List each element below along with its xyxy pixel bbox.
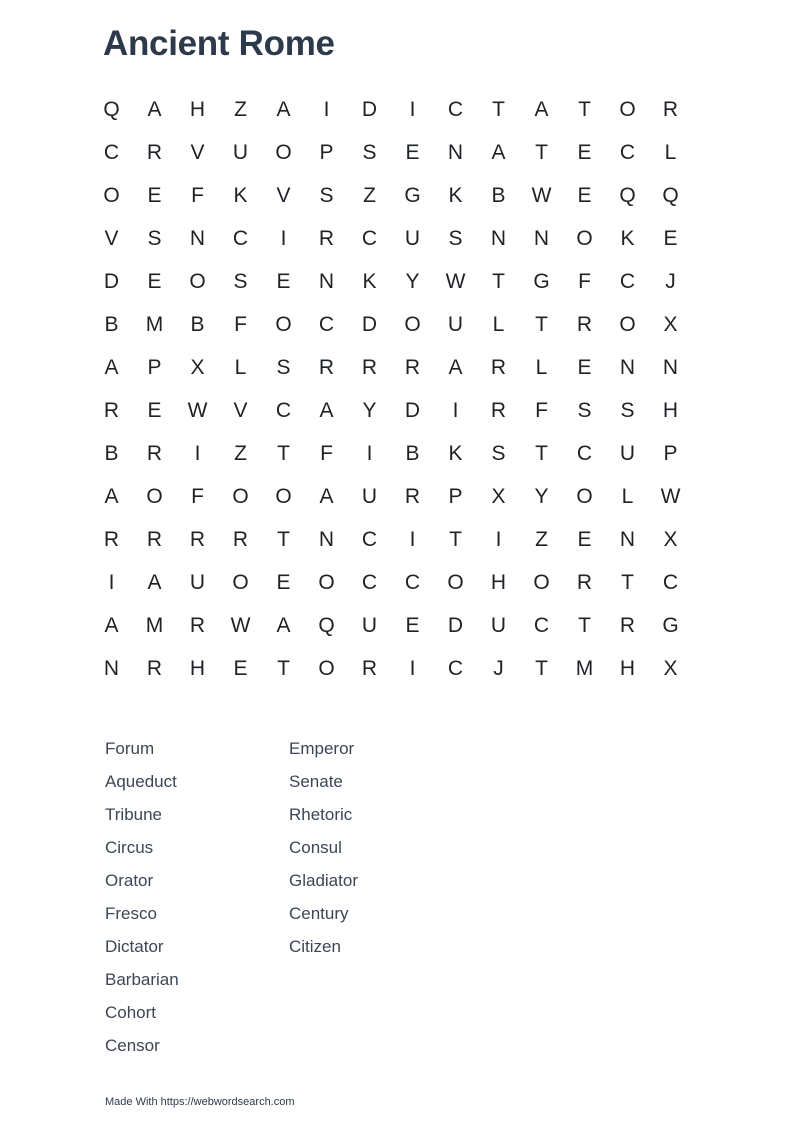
- grid-letter: M: [575, 657, 594, 680]
- grid-letter: U: [404, 227, 421, 250]
- grid-letter: R: [576, 313, 593, 336]
- grid-letter: R: [619, 614, 636, 637]
- word-list-item: Cohort: [105, 1003, 157, 1022]
- grid-letter: M: [145, 313, 164, 336]
- grid-letter: W: [230, 614, 251, 637]
- grid-letter: Z: [234, 98, 247, 121]
- grid-letter: C: [404, 571, 421, 594]
- grid-letter: P: [663, 442, 678, 465]
- grid-letter: O: [619, 313, 636, 336]
- grid-letter: D: [447, 614, 464, 637]
- grid-letter: R: [146, 528, 163, 551]
- word-list-item: Tribune: [105, 805, 163, 824]
- grid-letter: T: [492, 98, 505, 121]
- grid-letter: Y: [405, 270, 420, 293]
- grid-letter: U: [361, 485, 378, 508]
- word-list-column-2: [289, 736, 473, 1066]
- grid-letter: T: [277, 442, 290, 465]
- grid-letter: E: [276, 571, 291, 594]
- grid-letter: C: [275, 399, 292, 422]
- grid-letter: N: [662, 356, 679, 379]
- grid-letter: S: [319, 184, 334, 207]
- grid-letter: Q: [662, 184, 679, 207]
- grid-letter: A: [319, 399, 334, 422]
- grid-letter: O: [189, 270, 206, 293]
- grid-letter: P: [319, 141, 334, 164]
- grid-row: [90, 432, 692, 475]
- grid-letter: A: [104, 614, 119, 637]
- grid-letter: R: [576, 571, 593, 594]
- grid-letter: S: [491, 442, 506, 465]
- grid-letter: P: [147, 356, 162, 379]
- word-list-item: Orator: [105, 871, 154, 890]
- grid-row: [90, 217, 692, 260]
- grid-letter: D: [361, 98, 378, 121]
- grid-letter: K: [620, 227, 635, 250]
- word-list-item: Emperor: [289, 739, 355, 758]
- grid-letter: R: [490, 356, 507, 379]
- grid-letter: R: [318, 227, 335, 250]
- grid-letter: F: [234, 313, 247, 336]
- grid-row: [90, 518, 692, 561]
- grid-letter: N: [318, 528, 335, 551]
- grid-letter: R: [189, 528, 206, 551]
- grid-letter: N: [447, 141, 464, 164]
- grid-letter: E: [577, 528, 592, 551]
- grid-letter: W: [531, 184, 552, 207]
- grid-letter: U: [189, 571, 206, 594]
- grid-letter: T: [578, 614, 591, 637]
- grid-letter: I: [323, 98, 330, 121]
- grid-letter: U: [447, 313, 464, 336]
- grid-letter: R: [490, 399, 507, 422]
- grid-letter: I: [280, 227, 287, 250]
- word-list-item: Forum: [105, 739, 155, 758]
- grid-letter: T: [535, 141, 548, 164]
- grid-letter: R: [103, 528, 120, 551]
- grid-letter: F: [191, 184, 204, 207]
- grid-letter: A: [147, 571, 162, 594]
- grid-letter: C: [361, 571, 378, 594]
- grid-letter: G: [533, 270, 550, 293]
- grid-letter: R: [361, 356, 378, 379]
- grid-letter: E: [147, 184, 162, 207]
- grid-letter: J: [665, 270, 676, 293]
- grid-letter: U: [361, 614, 378, 637]
- grid-letter: R: [103, 399, 120, 422]
- grid-letter: A: [276, 98, 291, 121]
- grid-letter: K: [448, 442, 463, 465]
- grid-letter: S: [620, 399, 635, 422]
- grid-letter: A: [147, 98, 162, 121]
- grid-letter: A: [104, 485, 119, 508]
- grid-letter: Q: [318, 614, 335, 637]
- grid-letter: A: [276, 614, 291, 637]
- grid-letter: G: [662, 614, 679, 637]
- grid-letter: X: [491, 485, 506, 508]
- grid-letter: B: [405, 442, 420, 465]
- grid-row: [90, 174, 692, 217]
- grid-letter: E: [577, 184, 592, 207]
- word-list-item: Citizen: [289, 937, 341, 956]
- grid-letter: T: [578, 98, 591, 121]
- grid-letter: N: [189, 227, 206, 250]
- grid-letter: N: [619, 356, 636, 379]
- grid-letter: F: [320, 442, 333, 465]
- grid-row: [90, 260, 692, 303]
- page-title: Ancient Rome: [103, 24, 335, 63]
- grid-row: [90, 561, 692, 604]
- grid-letter: I: [452, 399, 459, 422]
- grid-letter: C: [103, 141, 120, 164]
- grid-row: [90, 647, 692, 690]
- grid-letter: D: [103, 270, 120, 293]
- grid-letter: O: [404, 313, 421, 336]
- grid-letter: R: [404, 356, 421, 379]
- grid-letter: H: [490, 571, 507, 594]
- word-list-item: Censor: [105, 1036, 160, 1055]
- grid-letter: R: [361, 657, 378, 680]
- grid-letter: O: [447, 571, 464, 594]
- grid-letter: X: [663, 313, 678, 336]
- grid-letter: D: [404, 399, 421, 422]
- grid-letter: O: [533, 571, 550, 594]
- grid-letter: K: [362, 270, 377, 293]
- grid-letter: J: [493, 657, 504, 680]
- grid-letter: T: [449, 528, 462, 551]
- grid-letter: C: [361, 528, 378, 551]
- grid-letter: M: [145, 614, 164, 637]
- grid-letter: U: [232, 141, 249, 164]
- grid-letter: N: [619, 528, 636, 551]
- grid-letter: R: [232, 528, 249, 551]
- grid-letter: U: [619, 442, 636, 465]
- word-list-item: Fresco: [105, 904, 157, 923]
- grid-letter: P: [448, 485, 463, 508]
- grid-letter: T: [535, 442, 548, 465]
- grid-letter: R: [662, 98, 679, 121]
- grid-letter: H: [619, 657, 636, 680]
- grid-letter: X: [663, 528, 678, 551]
- grid-letter: B: [190, 313, 205, 336]
- word-list-item: Barbarian: [105, 970, 179, 989]
- grid-letter: F: [191, 485, 204, 508]
- word-list-item: Gladiator: [289, 871, 358, 890]
- grid-letter: T: [621, 571, 634, 594]
- grid-letter: V: [104, 227, 119, 250]
- grid-row: [90, 346, 692, 389]
- word-list-item: Rhetoric: [289, 805, 353, 824]
- grid-letter: I: [366, 442, 373, 465]
- grid-letter: E: [405, 614, 420, 637]
- grid-letter: O: [619, 98, 636, 121]
- grid-row: [90, 389, 692, 432]
- grid-letter: C: [533, 614, 550, 637]
- grid-letter: Q: [103, 98, 120, 121]
- grid-letter: X: [663, 657, 678, 680]
- footer-credit: Made With https://webwordsearch.com: [105, 1096, 295, 1108]
- grid-letter: S: [276, 356, 291, 379]
- grid-letter: C: [576, 442, 593, 465]
- grid-letter: O: [232, 571, 249, 594]
- grid-letter: I: [495, 528, 502, 551]
- grid-row: [90, 303, 692, 346]
- letter-grid: [90, 88, 692, 690]
- grid-letter: O: [103, 184, 120, 207]
- grid-letter: C: [662, 571, 679, 594]
- grid-letter: E: [233, 657, 248, 680]
- grid-letter: E: [577, 141, 592, 164]
- grid-letter: R: [146, 442, 163, 465]
- grid-letter: L: [234, 356, 247, 379]
- grid-letter: S: [577, 399, 592, 422]
- grid-letter: N: [490, 227, 507, 250]
- word-list-item: Century: [289, 904, 349, 923]
- grid-letter: R: [146, 657, 163, 680]
- grid-letter: T: [277, 657, 290, 680]
- grid-letter: H: [189, 657, 206, 680]
- grid-letter: F: [578, 270, 591, 293]
- grid-letter: I: [409, 98, 416, 121]
- grid-letter: W: [187, 399, 208, 422]
- grid-letter: A: [534, 98, 549, 121]
- grid-letter: A: [491, 141, 506, 164]
- word-list-item: Senate: [289, 772, 343, 791]
- grid-letter: A: [104, 356, 119, 379]
- grid-letter: Z: [535, 528, 548, 551]
- grid-letter: R: [404, 485, 421, 508]
- grid-letter: T: [535, 313, 548, 336]
- word-list-item: Dictator: [105, 937, 164, 956]
- grid-letter: V: [190, 141, 205, 164]
- grid-letter: W: [660, 485, 681, 508]
- grid-letter: O: [576, 227, 593, 250]
- grid-letter: L: [664, 141, 677, 164]
- grid-letter: C: [447, 98, 464, 121]
- grid-letter: O: [275, 485, 292, 508]
- grid-letter: N: [318, 270, 335, 293]
- grid-letter: C: [361, 227, 378, 250]
- grid-letter: L: [492, 313, 505, 336]
- word-list-column-1: [105, 736, 289, 1066]
- grid-letter: O: [146, 485, 163, 508]
- grid-letter: F: [535, 399, 548, 422]
- grid-letter: I: [409, 528, 416, 551]
- grid-letter: X: [190, 356, 205, 379]
- grid-letter: N: [103, 657, 120, 680]
- word-list-item: Consul: [289, 838, 342, 857]
- grid-letter: C: [619, 270, 636, 293]
- grid-letter: C: [447, 657, 464, 680]
- grid-letter: Q: [619, 184, 636, 207]
- grid-letter: I: [194, 442, 201, 465]
- grid-letter: U: [490, 614, 507, 637]
- grid-letter: H: [189, 98, 206, 121]
- grid-letter: I: [108, 571, 115, 594]
- grid-letter: S: [362, 141, 377, 164]
- grid-letter: C: [232, 227, 249, 250]
- grid-letter: B: [104, 442, 119, 465]
- grid-letter: L: [535, 356, 548, 379]
- grid-letter: O: [318, 571, 335, 594]
- grid-letter: R: [146, 141, 163, 164]
- grid-letter: E: [663, 227, 678, 250]
- grid-letter: E: [577, 356, 592, 379]
- grid-letter: E: [147, 399, 162, 422]
- word-list-item: Circus: [105, 838, 154, 857]
- grid-letter: N: [533, 227, 550, 250]
- grid-letter: T: [277, 528, 290, 551]
- grid-letter: G: [404, 184, 421, 207]
- grid-letter: I: [409, 657, 416, 680]
- grid-row: [90, 88, 692, 131]
- grid-row: [90, 604, 692, 647]
- grid-letter: R: [318, 356, 335, 379]
- grid-letter: T: [535, 657, 548, 680]
- grid-letter: E: [147, 270, 162, 293]
- grid-letter: T: [492, 270, 505, 293]
- grid-row: [90, 131, 692, 174]
- grid-letter: B: [491, 184, 506, 207]
- grid-letter: L: [621, 485, 634, 508]
- grid-letter: O: [318, 657, 335, 680]
- grid-letter: C: [318, 313, 335, 336]
- grid-letter: Y: [362, 399, 377, 422]
- grid-letter: W: [445, 270, 466, 293]
- grid-letter: O: [275, 313, 292, 336]
- grid-letter: S: [448, 227, 463, 250]
- grid-letter: B: [104, 313, 119, 336]
- grid-letter: Z: [234, 442, 247, 465]
- grid-letter: R: [189, 614, 206, 637]
- grid-letter: A: [448, 356, 463, 379]
- grid-letter: A: [319, 485, 334, 508]
- grid-letter: E: [405, 141, 420, 164]
- grid-letter: S: [147, 227, 162, 250]
- grid-letter: Y: [534, 485, 549, 508]
- grid-letter: V: [276, 184, 291, 207]
- grid-letter: Z: [363, 184, 376, 207]
- word-list-item: Aqueduct: [105, 772, 177, 791]
- grid-letter: K: [233, 184, 248, 207]
- grid-letter: D: [361, 313, 378, 336]
- grid-letter: E: [276, 270, 291, 293]
- grid-letter: O: [576, 485, 593, 508]
- grid-letter: S: [233, 270, 248, 293]
- grid-letter: H: [662, 399, 679, 422]
- grid-letter: K: [448, 184, 463, 207]
- grid-letter: O: [232, 485, 249, 508]
- word-list: [105, 736, 473, 1066]
- grid-row: [90, 475, 692, 518]
- grid-letter: V: [233, 399, 248, 422]
- grid-letter: C: [619, 141, 636, 164]
- grid-letter: O: [275, 141, 292, 164]
